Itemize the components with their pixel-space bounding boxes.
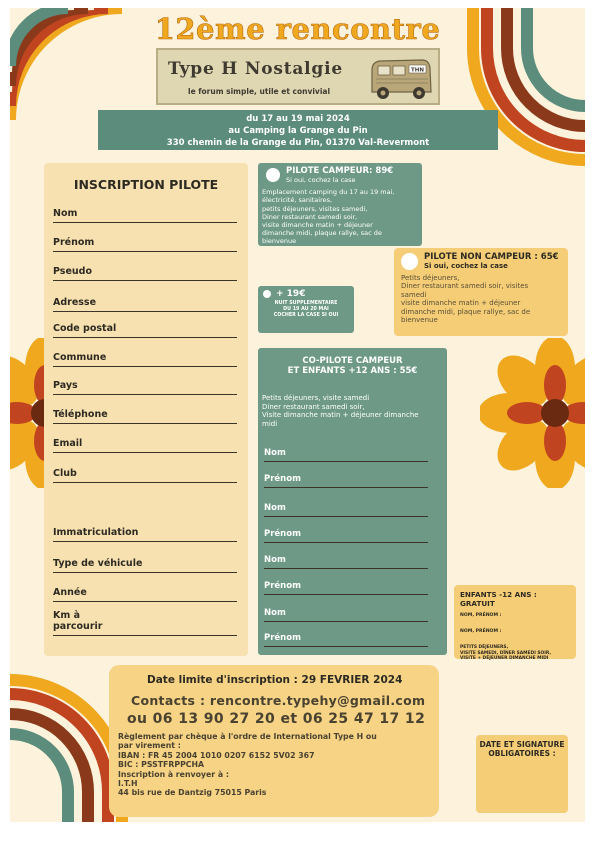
code-postal-label: Code postal — [53, 323, 117, 334]
pilote-campeur-box — [258, 163, 422, 246]
pseudo-label: Pseudo — [53, 266, 92, 277]
event-address: 330 chemin de la Grange du Pin, 01370 Val-Revermont — [166, 138, 430, 148]
payment-line: I.T.H — [118, 779, 138, 789]
copilote-title-line2: ET ENFANTS +12 ANS : 55€ — [287, 366, 418, 376]
copilote-line: midi — [262, 419, 278, 428]
nom-label: Nom — [53, 208, 78, 219]
code-postal-field[interactable] — [53, 323, 237, 338]
signature-line2: OBLIGATOIRES : — [488, 749, 556, 758]
event-dates: du 17 au 19 mai 2024 — [246, 114, 350, 124]
payment-line: IBAN : FR 45 2004 1010 0207 6152 5V02 367 — [118, 750, 315, 760]
immatriculation-label: Immatriculation — [53, 527, 139, 538]
payment-line: 44 bis rue de Dantzig 75015 Paris — [118, 788, 267, 798]
commune-label: Commune — [53, 352, 107, 363]
copilote-nom-label: Nom — [264, 608, 286, 618]
pilote-campeur-line: électricité, sanitaires, — [262, 196, 333, 205]
annee-field[interactable] — [53, 587, 237, 602]
nuit-line1: NUIT SUPPLEMENTAIRE — [274, 301, 338, 306]
copilote-nom-field-4[interactable] — [264, 608, 428, 622]
copilote-title-line1: CO-PILOTE CAMPEUR — [302, 356, 403, 366]
pays-field[interactable] — [53, 380, 237, 395]
copilote-prenom-label: Prénom — [264, 529, 301, 539]
copilote-nom-label: Nom — [264, 503, 286, 513]
nuit-supplementaire-box — [258, 286, 354, 333]
flower-right-decoration — [480, 338, 585, 488]
pilote-non-campeur-line: visite dimanche matin + déjeuner — [401, 299, 521, 308]
copilote-nom-field-3[interactable] — [264, 555, 428, 569]
pilote-campeur-line: dimanche midi, plaque rallye, sac de — [262, 229, 382, 238]
nuit-checkbox[interactable] — [263, 290, 271, 298]
pilote-campeur-line: visite dimanche matin + déjeuner — [262, 221, 373, 230]
pilote-campeur-line: Diner restaurant samedi soir, — [262, 212, 358, 221]
pilote-non-campeur-line: bienvenue — [401, 316, 438, 325]
pays-label: Pays — [53, 380, 78, 391]
annee-label: Année — [53, 587, 87, 598]
copilote-line: Visite dimanche matin + déjeuner dimanche — [262, 411, 419, 419]
pilote-non-campeur-box — [394, 248, 568, 336]
pilote-campeur-checkbox[interactable] — [266, 168, 280, 182]
pilote-non-campeur-line: dimanche midi, plaque rallye, sac de — [401, 307, 531, 316]
flyer-page — [10, 8, 585, 822]
forum-banner — [156, 48, 440, 105]
pilote-non-campeur-line: Diner restaurant samedi soir, visites — [401, 282, 529, 291]
pseudo-field[interactable] — [53, 266, 237, 281]
event-title: 12ème rencontre — [154, 12, 441, 46]
nuit-line2: DU 19 AU 20 MAI — [283, 307, 329, 312]
van-icon — [366, 56, 436, 102]
adresse-label: Adresse — [53, 297, 97, 308]
enfants-nom-field-2[interactable]: NOM, PRÉNOM : — [460, 629, 502, 634]
copilote-box — [258, 348, 447, 655]
contacts-text: Contacts : rencontre.typehy@gmail.com — [131, 693, 426, 708]
nom-field[interactable] — [53, 208, 237, 223]
payment-line: par virement : — [118, 741, 181, 751]
pilote-campeur-title: PILOTE CAMPEUR: 89€ — [286, 166, 394, 176]
enfants-line: VISITE + DÉJEUNER DIMANCHE MIDI — [460, 656, 549, 662]
telephone-field[interactable] — [53, 409, 237, 424]
enfants-line: PETITS DÉJEUNERS, — [460, 645, 509, 650]
club-field[interactable] — [53, 468, 237, 483]
forum-tagline: le forum simple, utile et convivial — [188, 87, 331, 96]
pilote-non-campeur-subtitle: Si oui, cochez la case — [424, 262, 508, 270]
copilote-prenom-field-2[interactable] — [264, 529, 428, 543]
enfants-title: ENFANTS -12 ANS : GRATUIT — [460, 590, 537, 608]
km-label-line1: Km à — [53, 610, 80, 621]
copilote-prenom-label: Prénom — [264, 474, 301, 484]
prenom-label: Prénom — [53, 237, 95, 248]
enfants-nom-field-1[interactable]: NOM, PRÉNOM : — [460, 613, 502, 618]
km-field[interactable] — [53, 610, 237, 636]
phones-text: ou 06 13 90 27 20 et 06 25 47 17 12 — [127, 711, 426, 727]
type-vehicule-label: Type de véhicule — [53, 558, 143, 569]
deadline-text: Date limite d'inscription : 29 FEVRIER 2024 — [147, 674, 403, 686]
pilote-campeur-line: bienvenue — [262, 237, 297, 246]
copilote-line: Diner restaurant samedi soir, — [262, 402, 365, 411]
copilote-prenom-field-3[interactable] — [264, 581, 428, 595]
prenom-field[interactable] — [53, 237, 237, 252]
pilote-non-campeur-line: samedi — [401, 290, 427, 299]
copilote-prenom-label: Prénom — [264, 581, 301, 591]
nuit-line3: COCHER LA CASE SI OUI — [273, 313, 339, 318]
forum-name: Type H Nostalgie — [168, 59, 343, 79]
footer-panel — [109, 665, 439, 817]
type-vehicule-field[interactable] — [53, 558, 237, 573]
copilote-prenom-field-4[interactable] — [264, 633, 428, 647]
payment-line: BIC : PSSTFRPPCHA — [118, 760, 205, 770]
copilote-prenom-label: Prénom — [264, 633, 301, 643]
van-plate: THN — [411, 67, 424, 74]
inscription-panel — [44, 163, 248, 656]
event-details — [98, 110, 498, 150]
nuit-price: + 19€ — [276, 289, 306, 299]
km-label-line2: parcourir — [53, 621, 103, 632]
email-field[interactable] — [53, 438, 237, 453]
copilote-nom-label: Nom — [264, 555, 286, 565]
copilote-nom-label: Nom — [264, 448, 286, 458]
pilote-non-campeur-title: PILOTE NON CAMPEUR : 65€ — [424, 252, 559, 262]
inscription-title: INSCRIPTION PILOTE — [73, 177, 219, 192]
adresse-field[interactable] — [53, 297, 237, 312]
signature-line1: DATE ET SIGNATURE — [479, 740, 565, 749]
copilote-nom-field-2[interactable] — [264, 503, 428, 517]
club-label: Club — [53, 468, 77, 479]
enfants-line: VISITE SAMEDI, DÎNER SAMEDI SOIR, — [460, 650, 552, 656]
immatriculation-field[interactable] — [53, 527, 237, 542]
copilote-prenom-field-1[interactable] — [264, 474, 428, 488]
pilote-campeur-line: petits déjeuners, visites samedi, — [262, 204, 368, 213]
pilote-campeur-subtitle: Si oui, cochez la case — [286, 176, 356, 184]
pilote-non-campeur-line: Petits déjeuners, — [401, 274, 460, 282]
copilote-line: Petits déjeuners, visite samedi — [262, 394, 370, 402]
pilote-non-campeur-checkbox[interactable] — [401, 253, 418, 270]
payment-info — [118, 732, 436, 798]
email-label: Email — [53, 438, 83, 449]
telephone-label: Téléphone — [53, 409, 108, 420]
pilote-campeur-line: Emplacement camping du 17 au 19 mai, — [262, 188, 395, 197]
payment-line: Inscription à renvoyer à : — [118, 769, 229, 779]
payment-line: Règlement par chèque à l'ordre de International Type H ou — [118, 732, 377, 741]
enfants-box — [454, 585, 576, 662]
signature-box[interactable] — [476, 735, 568, 813]
copilote-nom-field-1[interactable] — [264, 448, 428, 462]
commune-field[interactable] — [53, 352, 237, 367]
event-venue: au Camping la Grange du Pin — [228, 126, 368, 136]
